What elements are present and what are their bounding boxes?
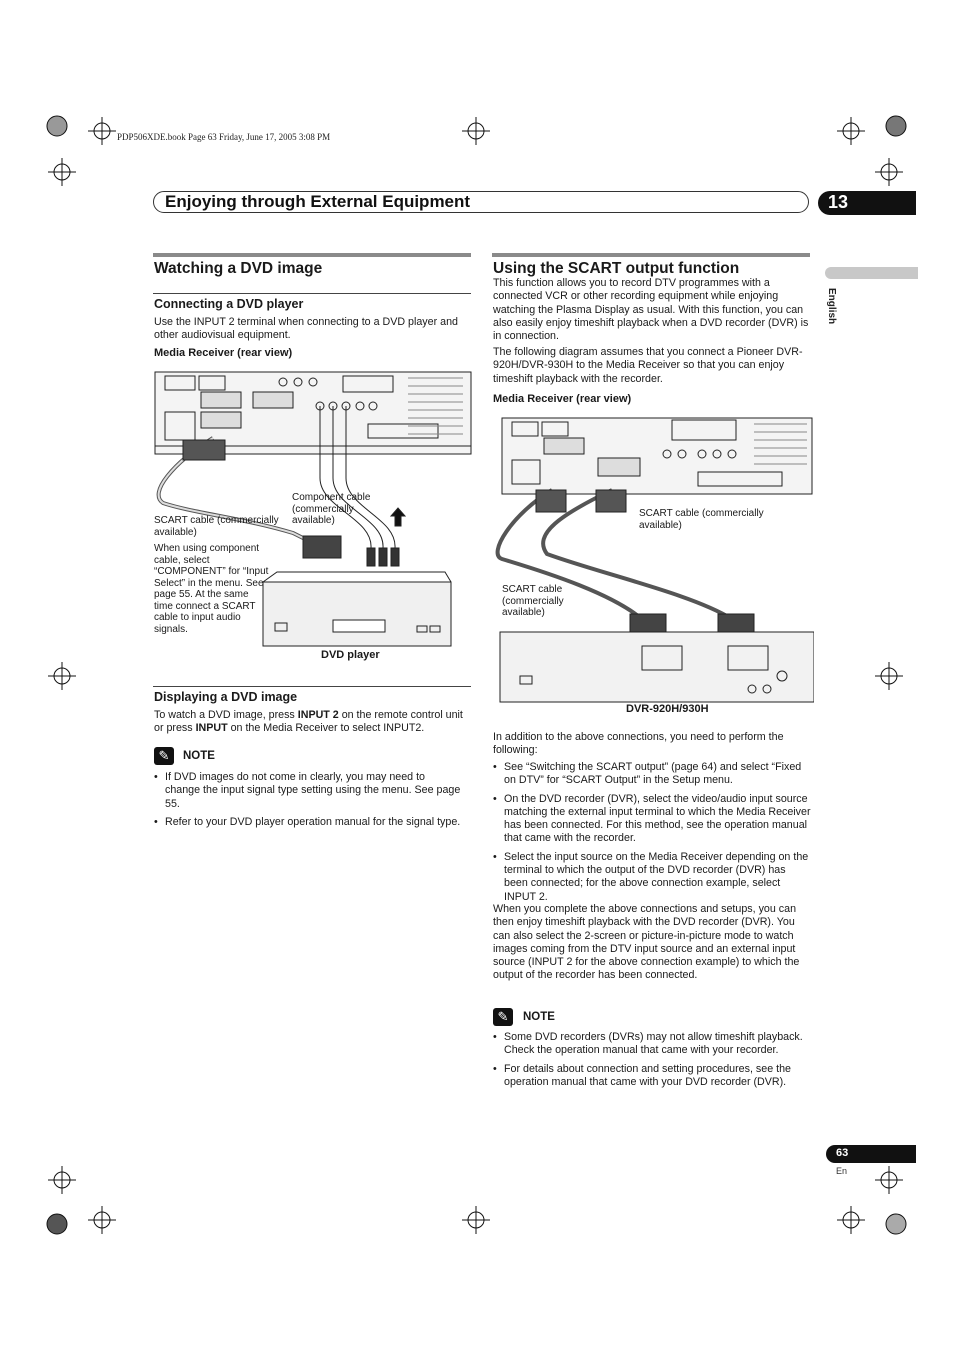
connecting-text: Use the INPUT 2 terminal when connecting to a DVD player and other audiovisual equipment. <box>154 316 458 342</box>
displaying-text: To watch a DVD image, press INPUT 2 on the remote control unit or press INPUT on the Media Receiver to select INPUT2. <box>154 709 463 735</box>
note-list-right <box>493 1031 811 1094</box>
note-label: NOTE <box>523 1011 555 1023</box>
subsection-title-connecting: Connecting a DVD player <box>154 297 304 311</box>
note-icon: ✎ <box>154 747 174 765</box>
additional-steps-text: In addition to the above connections, you need to perform the following: <box>493 731 784 757</box>
page-lang: En <box>836 1166 848 1176</box>
steps-list <box>493 761 811 909</box>
list-item: • Refer to your DVD player operation manual for the signal type. <box>154 816 462 829</box>
callout-scart-cable: SCART cable (commercially available) <box>154 515 279 538</box>
list-item: • For details about connection and setting procedures, see the operation manual that came with your DVD recorder (DVR). <box>493 1063 811 1090</box>
section-title-dvd: Watching a DVD image <box>154 260 323 277</box>
subsection-rule <box>153 293 471 294</box>
scart-assumption-text: The following diagram assumes that you connect a Pioneer DVR-920H/DVR-930H to the Media Receiver so that you can enjoy timeshift playback with the recorder. <box>493 346 803 385</box>
note-label: NOTE <box>183 750 215 762</box>
figure-label-receiver: Media Receiver (rear view) <box>154 347 293 359</box>
callout-instruction: When using component cable, select “COMPONENT” for “Input Select” in the menu. See page 55. At the same time connect a SCART cable to input audio signals. <box>154 543 269 635</box>
book-info: PDP506XDE.book Page 63 Friday, June 17, 2005 3:08 PM <box>117 132 331 142</box>
list-item: • Some DVD recorders (DVRs) may not allow timeshift playback. Check the operation manual that came with your recorder. <box>493 1031 811 1058</box>
callout-scart-cable-2: SCART cable (commercially available) <box>502 584 564 618</box>
list-item: • If DVD images do not come in clearly, you may need to change the input signal type setting using the menu. See page 55. <box>154 771 462 811</box>
note-list <box>154 771 462 834</box>
page-title: Enjoying through External Equipment <box>165 192 471 211</box>
language-tab <box>825 267 918 279</box>
dvd-player-label: DVD player <box>321 649 380 661</box>
chapter-number: 13 <box>828 192 849 212</box>
scart-connection-diagram <box>492 414 814 714</box>
note-icon: ✎ <box>493 1008 513 1026</box>
list-item: • Select the input source on the Media Receiver depending on the terminal to which the output of the DVD recorder (DVR) has been connected; for the above connection example, select INPUT 2. <box>493 851 811 904</box>
page-number: 63 <box>836 1147 849 1159</box>
section-rule <box>492 253 810 257</box>
subsection-rule <box>153 686 471 687</box>
dvr-label: DVR-920H/930H <box>626 703 709 715</box>
list-item: • See “Switching the SCART output” (page 64) and select “Fixed on DTV” for “SCART Output” in the Setup menu. <box>493 761 811 788</box>
scart-intro-text: This function allows you to record DTV programmes with a connected VCR or other recording equipment while enjoying watching the Plasma Display as usual. With this function, you can also easily enjoy timeshift playback when a DVD recorder (DVR) is in connection. <box>493 277 809 343</box>
timeshift-text: When you complete the above connections and setups, you can then enjoy timeshift playback with the DVD recorder (DVR). You can also select the 2-screen or picture-in-picture mode to watch images coming from the DTV input source and an external input source (INPUT 2 for the above connection example) to which the output of the recorder has been connected. <box>493 903 800 982</box>
figure-label-receiver-2: Media Receiver (rear view) <box>493 393 632 405</box>
callout-component-cable: Component cable (commercially available) <box>292 492 371 526</box>
language-label: English <box>826 288 837 325</box>
section-title-scart: Using the SCART output function <box>493 260 740 277</box>
subsection-title-displaying: Displaying a DVD image <box>154 690 298 704</box>
section-rule <box>153 253 471 257</box>
callout-scart-cable-1: SCART cable (commercially available) <box>639 508 764 531</box>
list-item: • On the DVD recorder (DVR), select the video/audio input source matching the external input terminal to which the Media Receiver has been connected. For this method, see the operation manual that came with the recorder. <box>493 793 811 846</box>
